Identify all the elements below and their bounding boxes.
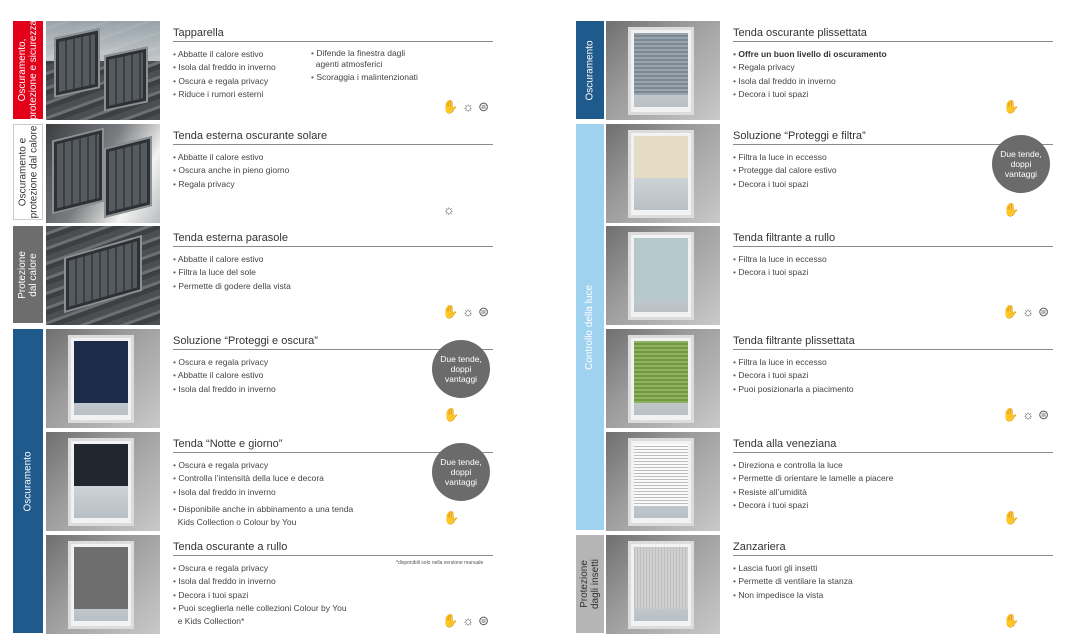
hand-operated-icon: ✋ bbox=[1003, 202, 1020, 217]
hand-operated-icon: ✋ bbox=[443, 510, 460, 525]
feature-item: • Oscura e regala privacy bbox=[173, 459, 353, 472]
right_page-category-tab-1 bbox=[576, 124, 604, 530]
product-title: Tenda alla veneziana bbox=[733, 438, 1053, 453]
feature-item: • Filtra la luce in eccesso bbox=[733, 356, 854, 369]
feature-item: • Isola dal freddo in inverno bbox=[173, 61, 276, 74]
feature-item: • Permette di orientare le lamelle a piacere bbox=[733, 472, 893, 485]
product-photo bbox=[46, 21, 160, 120]
remote-control-icon: ⊜ bbox=[1038, 407, 1050, 422]
blind-fabric bbox=[634, 547, 688, 609]
right_page-category-tab-2 bbox=[576, 535, 604, 633]
roof-window bbox=[64, 235, 142, 313]
solar-powered-icon: ☼ bbox=[462, 613, 475, 628]
hand-operated-icon: ✋ bbox=[1003, 99, 1020, 114]
hand-operated-icon: ✋ bbox=[442, 304, 459, 319]
operation-icons bbox=[1003, 100, 1019, 113]
solar-powered-icon: ☼ bbox=[443, 202, 455, 217]
feature-item: • Scoraggia i malintenzionati bbox=[311, 72, 418, 83]
feature-item: • Permette di godere della vista bbox=[173, 280, 291, 293]
hand-operated-icon: ✋ bbox=[1002, 304, 1019, 319]
blind-fabric bbox=[634, 341, 688, 403]
product-title: Soluzione “Proteggi e oscura” bbox=[173, 335, 493, 350]
product-photo bbox=[46, 432, 160, 531]
feature-item: • Abbatte il calore estivo bbox=[173, 151, 289, 164]
feature-item: • Abbatte il calore estivo bbox=[173, 369, 276, 382]
feature-item: • Disponibile anche in abbinamento a una tenda Kids Collection o Colour by You bbox=[173, 503, 353, 530]
availability-note: *disponibili solo nella versione manuale bbox=[396, 560, 484, 566]
feature-item: • Decora i tuoi spazi bbox=[733, 178, 837, 191]
left_page-category-label: Protezione dal calore bbox=[17, 250, 39, 299]
product-title: Tenda esterna parasole bbox=[173, 232, 493, 247]
feature-list bbox=[733, 562, 853, 602]
roof-window-0 bbox=[52, 128, 104, 215]
feature-item: • Filtra la luce del sole bbox=[173, 266, 291, 279]
product-title: Zanzariera bbox=[733, 541, 1053, 556]
left_page-category-label: Oscuramento, protezione e sicurezza bbox=[17, 19, 39, 121]
feature-item: • Permette di ventilare la stanza bbox=[733, 575, 853, 588]
product-photo bbox=[46, 329, 160, 428]
operation-icons bbox=[442, 100, 489, 113]
right_page-category-label: Protezione dagli insetti bbox=[579, 558, 601, 610]
two-blinds-badge: Due tende, doppi vantaggi bbox=[992, 135, 1050, 193]
solar-powered-icon: ☼ bbox=[1022, 407, 1035, 422]
remote-control-icon: ⊜ bbox=[478, 99, 490, 114]
product-photo bbox=[46, 124, 160, 223]
product-title: Tenda filtrante plissettata bbox=[733, 335, 1053, 350]
blind-fabric bbox=[74, 444, 128, 486]
operation-icons bbox=[443, 203, 455, 216]
feature-item: • Filtra la luce in eccesso bbox=[733, 253, 827, 266]
feature-item: • Oscura e regala privacy bbox=[173, 562, 347, 575]
feature-list bbox=[173, 253, 291, 293]
feature-item: • Abbatte il calore estivo bbox=[173, 48, 276, 61]
product-title: Tenda filtrante a rullo bbox=[733, 232, 1053, 247]
feature-item: • Oscura e regala privacy bbox=[173, 75, 276, 88]
product-photo bbox=[606, 432, 720, 531]
feature-list bbox=[733, 151, 837, 191]
feature-item: • Offre un buon livello di oscuramento bbox=[733, 48, 887, 61]
hand-operated-icon: ✋ bbox=[442, 99, 459, 114]
product-title: Tenda oscurante plissettata bbox=[733, 27, 1053, 42]
feature-item: • Decora i tuoi spazi bbox=[733, 266, 827, 279]
feature-item: • Decora i tuoi spazi bbox=[733, 499, 893, 512]
right_page-category-tab-0 bbox=[576, 21, 604, 119]
blind-fabric bbox=[634, 238, 688, 300]
blind-fabric bbox=[634, 136, 688, 178]
feature-item: • Isola dal freddo in inverno bbox=[173, 486, 353, 499]
remote-control-icon: ⊜ bbox=[1038, 304, 1050, 319]
operation-icons bbox=[443, 511, 459, 524]
feature-list bbox=[173, 151, 289, 191]
product-photo bbox=[46, 535, 160, 634]
solar-powered-icon: ☼ bbox=[1022, 304, 1035, 319]
hand-operated-icon: ✋ bbox=[443, 407, 460, 422]
feature-item: • Filtra la luce in eccesso bbox=[733, 151, 837, 164]
product-photo bbox=[606, 21, 720, 120]
feature-item: • Difende la finestra dagli agenti atmosferici bbox=[311, 48, 418, 69]
operation-icons bbox=[443, 408, 459, 421]
product-title: Soluzione “Proteggi e filtra” bbox=[733, 130, 1053, 145]
product-title: Tenda “Notte e giorno” bbox=[173, 438, 493, 453]
roof-window-0 bbox=[54, 28, 100, 98]
feature-item: • Lascia fuori gli insetti bbox=[733, 562, 853, 575]
operation-icons bbox=[442, 305, 489, 318]
feature-list bbox=[733, 356, 854, 396]
feature-item: • Oscura anche in pieno giorno bbox=[173, 164, 289, 177]
feature-list bbox=[173, 562, 347, 628]
product-photo bbox=[606, 226, 720, 325]
feature-list bbox=[733, 253, 827, 280]
operation-icons bbox=[442, 614, 489, 627]
hand-operated-icon: ✋ bbox=[442, 613, 459, 628]
hand-operated-icon: ✋ bbox=[1003, 613, 1020, 628]
product-photo bbox=[606, 329, 720, 428]
product-photo bbox=[606, 535, 720, 634]
operation-icons bbox=[1003, 511, 1019, 524]
feature-item: • Puoi sceglierla nelle collezioni Colour by You e Kids Collection* bbox=[173, 602, 347, 629]
feature-item: • Abbatte il calore estivo bbox=[173, 253, 291, 266]
feature-item: • Isola dal freddo in inverno bbox=[173, 383, 276, 396]
feature-item: • Decora i tuoi spazi bbox=[733, 369, 854, 382]
blind-fabric bbox=[634, 33, 688, 95]
feature-list bbox=[173, 356, 276, 396]
feature-list bbox=[173, 459, 353, 529]
feature-list bbox=[733, 48, 887, 101]
feature-list bbox=[173, 48, 276, 101]
two-blinds-badge: Due tende, doppi vantaggi bbox=[432, 443, 490, 501]
left_page-category-tab-0 bbox=[13, 21, 43, 119]
product-title: Tenda esterna oscurante solare bbox=[173, 130, 493, 145]
roof-window-1 bbox=[104, 46, 148, 111]
feature-item: • Direziona e controlla la luce bbox=[733, 459, 893, 472]
left_page-category-tab-1 bbox=[13, 124, 43, 220]
blind-fabric bbox=[74, 341, 128, 403]
left_page-category-tab-3 bbox=[13, 329, 43, 633]
feature-item: • Resiste all’umidità bbox=[733, 486, 893, 499]
feature-item: • Isola dal freddo in inverno bbox=[173, 575, 347, 588]
feature-item: • Non impedisce la vista bbox=[733, 589, 853, 602]
remote-control-icon: ⊜ bbox=[478, 304, 490, 319]
remote-control-icon: ⊜ bbox=[478, 613, 490, 628]
right_page-category-label: Controllo della luce bbox=[584, 284, 596, 370]
solar-powered-icon: ☼ bbox=[462, 99, 475, 114]
operation-icons bbox=[1002, 408, 1049, 421]
two-blinds-badge: Due tende, doppi vantaggi bbox=[432, 340, 490, 398]
feature-item: • Puoi posizionarla a piacimento bbox=[733, 383, 854, 396]
left_page-category-label: Oscuramento bbox=[22, 450, 34, 512]
blind-fabric bbox=[74, 547, 128, 609]
left_page-category-label: Oscuramento e protezione dal calore bbox=[17, 125, 39, 219]
feature-item: • Decora i tuoi spazi bbox=[733, 88, 887, 101]
feature-item: • Decora i tuoi spazi bbox=[173, 589, 347, 602]
feature-list-col2 bbox=[311, 48, 418, 86]
left_page-category-tab-2 bbox=[13, 226, 43, 323]
feature-list bbox=[733, 459, 893, 512]
feature-item: • Riduce i rumori esterni bbox=[173, 88, 276, 101]
operation-icons bbox=[1002, 305, 1049, 318]
hand-operated-icon: ✋ bbox=[1003, 510, 1020, 525]
feature-item: • Protegge dal calore estivo bbox=[733, 164, 837, 177]
right_page-category-label: Oscuramento bbox=[584, 39, 596, 101]
product-photo bbox=[46, 226, 160, 325]
operation-icons bbox=[1003, 614, 1019, 627]
feature-item: • Isola dal freddo in inverno bbox=[733, 75, 887, 88]
feature-item: • Controlla l’intensità della luce e decora bbox=[173, 472, 353, 485]
feature-item: • Regala privacy bbox=[733, 61, 887, 74]
solar-powered-icon: ☼ bbox=[462, 304, 475, 319]
product-title: Tenda oscurante a rullo bbox=[173, 541, 493, 556]
feature-item: • Oscura e regala privacy bbox=[173, 356, 276, 369]
operation-icons bbox=[1003, 203, 1019, 216]
product-photo bbox=[606, 124, 720, 223]
roof-window-1 bbox=[104, 136, 152, 218]
blind-fabric bbox=[634, 444, 688, 506]
product-title: Tapparella bbox=[173, 27, 493, 42]
hand-operated-icon: ✋ bbox=[1002, 407, 1019, 422]
feature-item: • Regala privacy bbox=[173, 178, 289, 191]
